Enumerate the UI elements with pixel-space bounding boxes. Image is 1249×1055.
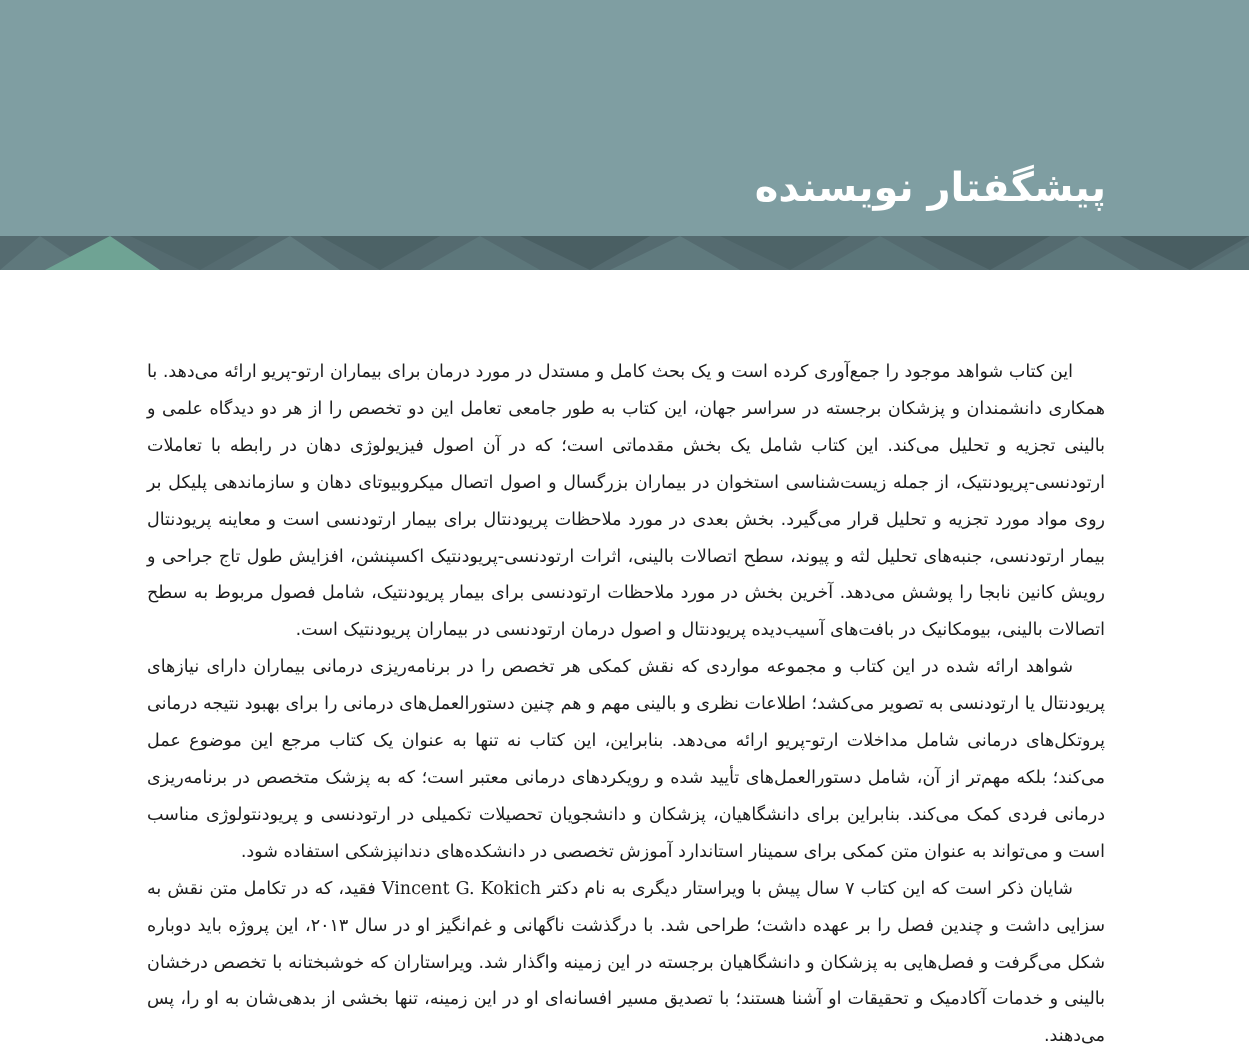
header-decorative-band: [0, 236, 1249, 270]
page-title: پیشگفتار نویسنده: [754, 165, 1106, 211]
paragraph-text: شواهد ارائه شده در این کتاب و مجموعه مواردی که نقش کمکی هر تخصص را در برنامه‌ریزی درمانی بیماران دارای نیازهای پریودنتال یا ارتودنسی به تصویر می‌کشد؛ اطلاعات نظری و بالینی مهم و هم چنین دستورالعمل‌های درمانی را برای بهبود نتیجه درمانی پروتکل‌های درمانی شامل مداخلات ارتو-پریو ارائه می‌دهد. بنابراین، این کتاب نه تنها به عنوان یک کتاب مرجع این موضوع عمل می‌کند؛ بلکه مهم‌تر از آن، شامل دستورالعمل‌های تأیید شده و رویکردهای درمانی معتبر است؛ که به پزشک متخصص در برنامه‌ریزی درمانی فردی کمک می‌کند. بنابراین برای دانشگاهیان، پزشکان و دانشجویان تحصیلات تکمیلی در ارتودنسی و پریودنتولوژی مناسب است و می‌تواند به عنوان متن کمکی برای سمینار استاندارد آموزش تخصصی در دانشکده‌های دندانپزشکی استفاده شود.: [147, 657, 1105, 862]
paragraph: [147, 871, 1105, 1055]
editor-name: Vincent G. Kokich: [381, 878, 542, 899]
paragraph-text: شایان ذکر است که این کتاب ۷ سال پیش با ویراستار دیگری به نام دکتر: [547, 878, 1073, 899]
triangle-pattern: [0, 236, 1249, 270]
paragraph: [147, 649, 1105, 870]
chapter-header: [0, 0, 1249, 270]
paragraph-text: فقید، که در تکامل متن نقش به سزایی داشت و چندین فصل را بر عهده داشت؛ طراحی شد. با درگذشت ناگهانی و غم‌انگیز او در سال ۲۰۱۳، این پروژه باید دوباره شکل می‌گرفت و فصل‌هایی به پزشکان و دانشگاهیان برجسته در این زمینه واگذار شد. ویراستاران که خوشبختانه با تخصص درخشان بالینی و خدمات آکادمیک و تحقیقات او آشنا هستند؛ با تصدیق مسیر افسانه‌ای او در این زمینه، تنها بخشی از بدهی‌شان به او را، پس می‌دهند.: [147, 878, 1105, 1047]
preface-body: [147, 354, 1105, 1055]
paragraph: این کتاب شواهد موجود را جمع‌آوری کرده است و یک بحث کامل و مستدل در مورد درمان برای بیماران ارتو-پریو ارائه می‌دهد. با همکاری دانشمندان و پزشکان برجسته در سراسر جهان، این کتاب به طور جامعی تعامل این دو تخصص را از هر دو دیدگاه علمی و بالینی تجزیه و تحلیل می‌کند. این کتاب شامل یک بخش مقدماتی است؛ که در آن اصول فیزیولوژی دهان در رابطه با تعاملات ارتودنسی-پریودنتیک، از جمله زیست‌شناسی استخوان در بیماران بزرگسال و اصول اتصال میکروبیوتای دهان و سازماندهی پلیکل بر روی مواد مورد تجزیه و تحلیل قرار می‌گیرد. بخش بعدی در مورد ملاحظات پریودنتال برای بیمار ارتودنسی است و معاینه پریودنتال بیمار ارتودنسی، جنبه‌های تحلیل لثه و پیوند، سطح اتصالات بالینی، اثرات ارتودنسی-پریودنتیک اکسپنشن، افزایش طول تاج جراحی و رویش کانین نابجا را پوشش می‌دهد. آخرین بخش در مورد ملاحظات ارتودنسی برای بیمار پریودنتیک، شامل فصول مربوط به سطح اتصالات بالینی، بیومکانیک در بافت‌های آسیب‌دیده پریودنتال و اصول درمان ارتودنسی در بیماران پریودنتیک است.: [147, 362, 1105, 641]
